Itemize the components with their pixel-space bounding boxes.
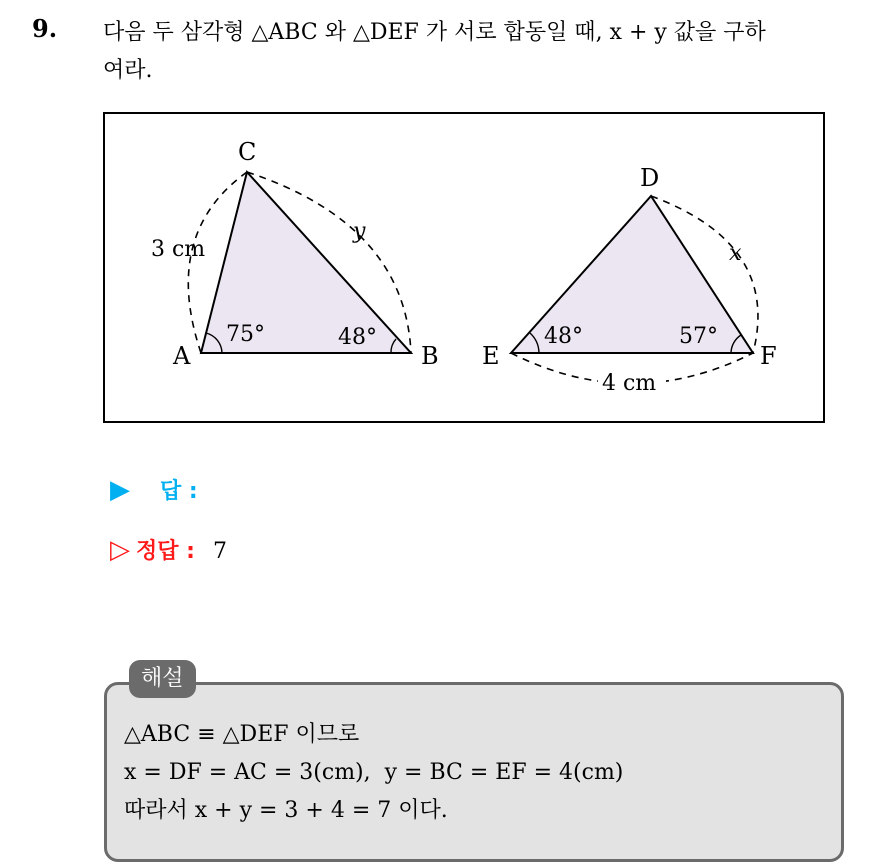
label-angle-a: 75° <box>226 322 265 347</box>
label-angle-e: 48° <box>544 324 583 349</box>
label-vertex-b: B <box>421 342 439 370</box>
label-angle-b: 48° <box>338 325 377 350</box>
explanation-line-1: △ABC ≡ △DEF 이므로 <box>124 722 360 747</box>
explanation-line-2: x = DF = AC = 3(cm), y = BC = EF = 4(cm) <box>124 760 624 785</box>
label-side-ac: 3 cm <box>151 237 206 262</box>
triangle-figure <box>103 112 825 423</box>
play-outline-icon: ▷ <box>110 535 130 565</box>
label-vertex-a: A <box>173 342 191 370</box>
label-vertex-f: F <box>760 342 777 370</box>
correct-answer-row <box>110 534 227 565</box>
triangle-diagram <box>105 114 827 425</box>
answer-row <box>110 474 198 505</box>
label-vertex-c: C <box>238 138 257 166</box>
question-line-1: 다음 두 삼각형 △ABC 와 △DEF 가 서로 합동일 때, x + y 값을 구하 <box>103 20 766 45</box>
label-side-df: x <box>729 241 742 266</box>
question-line-2: 여라. <box>103 58 153 83</box>
answer-label: 답 : <box>160 479 198 504</box>
label-side-bc: y <box>353 219 366 244</box>
label-vertex-e: E <box>482 342 500 370</box>
question-number: 9. <box>32 14 58 43</box>
correct-answer-label: 정답 : <box>136 539 195 564</box>
correct-answer-value: 7 <box>212 539 227 564</box>
label-angle-f: 57° <box>679 324 718 349</box>
explanation-line-3: 따라서 x + y = 3 + 4 = 7 이다. <box>124 798 448 823</box>
label-vertex-d: D <box>640 164 660 192</box>
explanation-text <box>124 716 623 830</box>
label-side-ef: 4 cm <box>602 371 657 396</box>
play-icon: ▶ <box>110 475 130 505</box>
question-text <box>103 14 873 90</box>
explanation-tab: 해설 <box>129 660 196 698</box>
